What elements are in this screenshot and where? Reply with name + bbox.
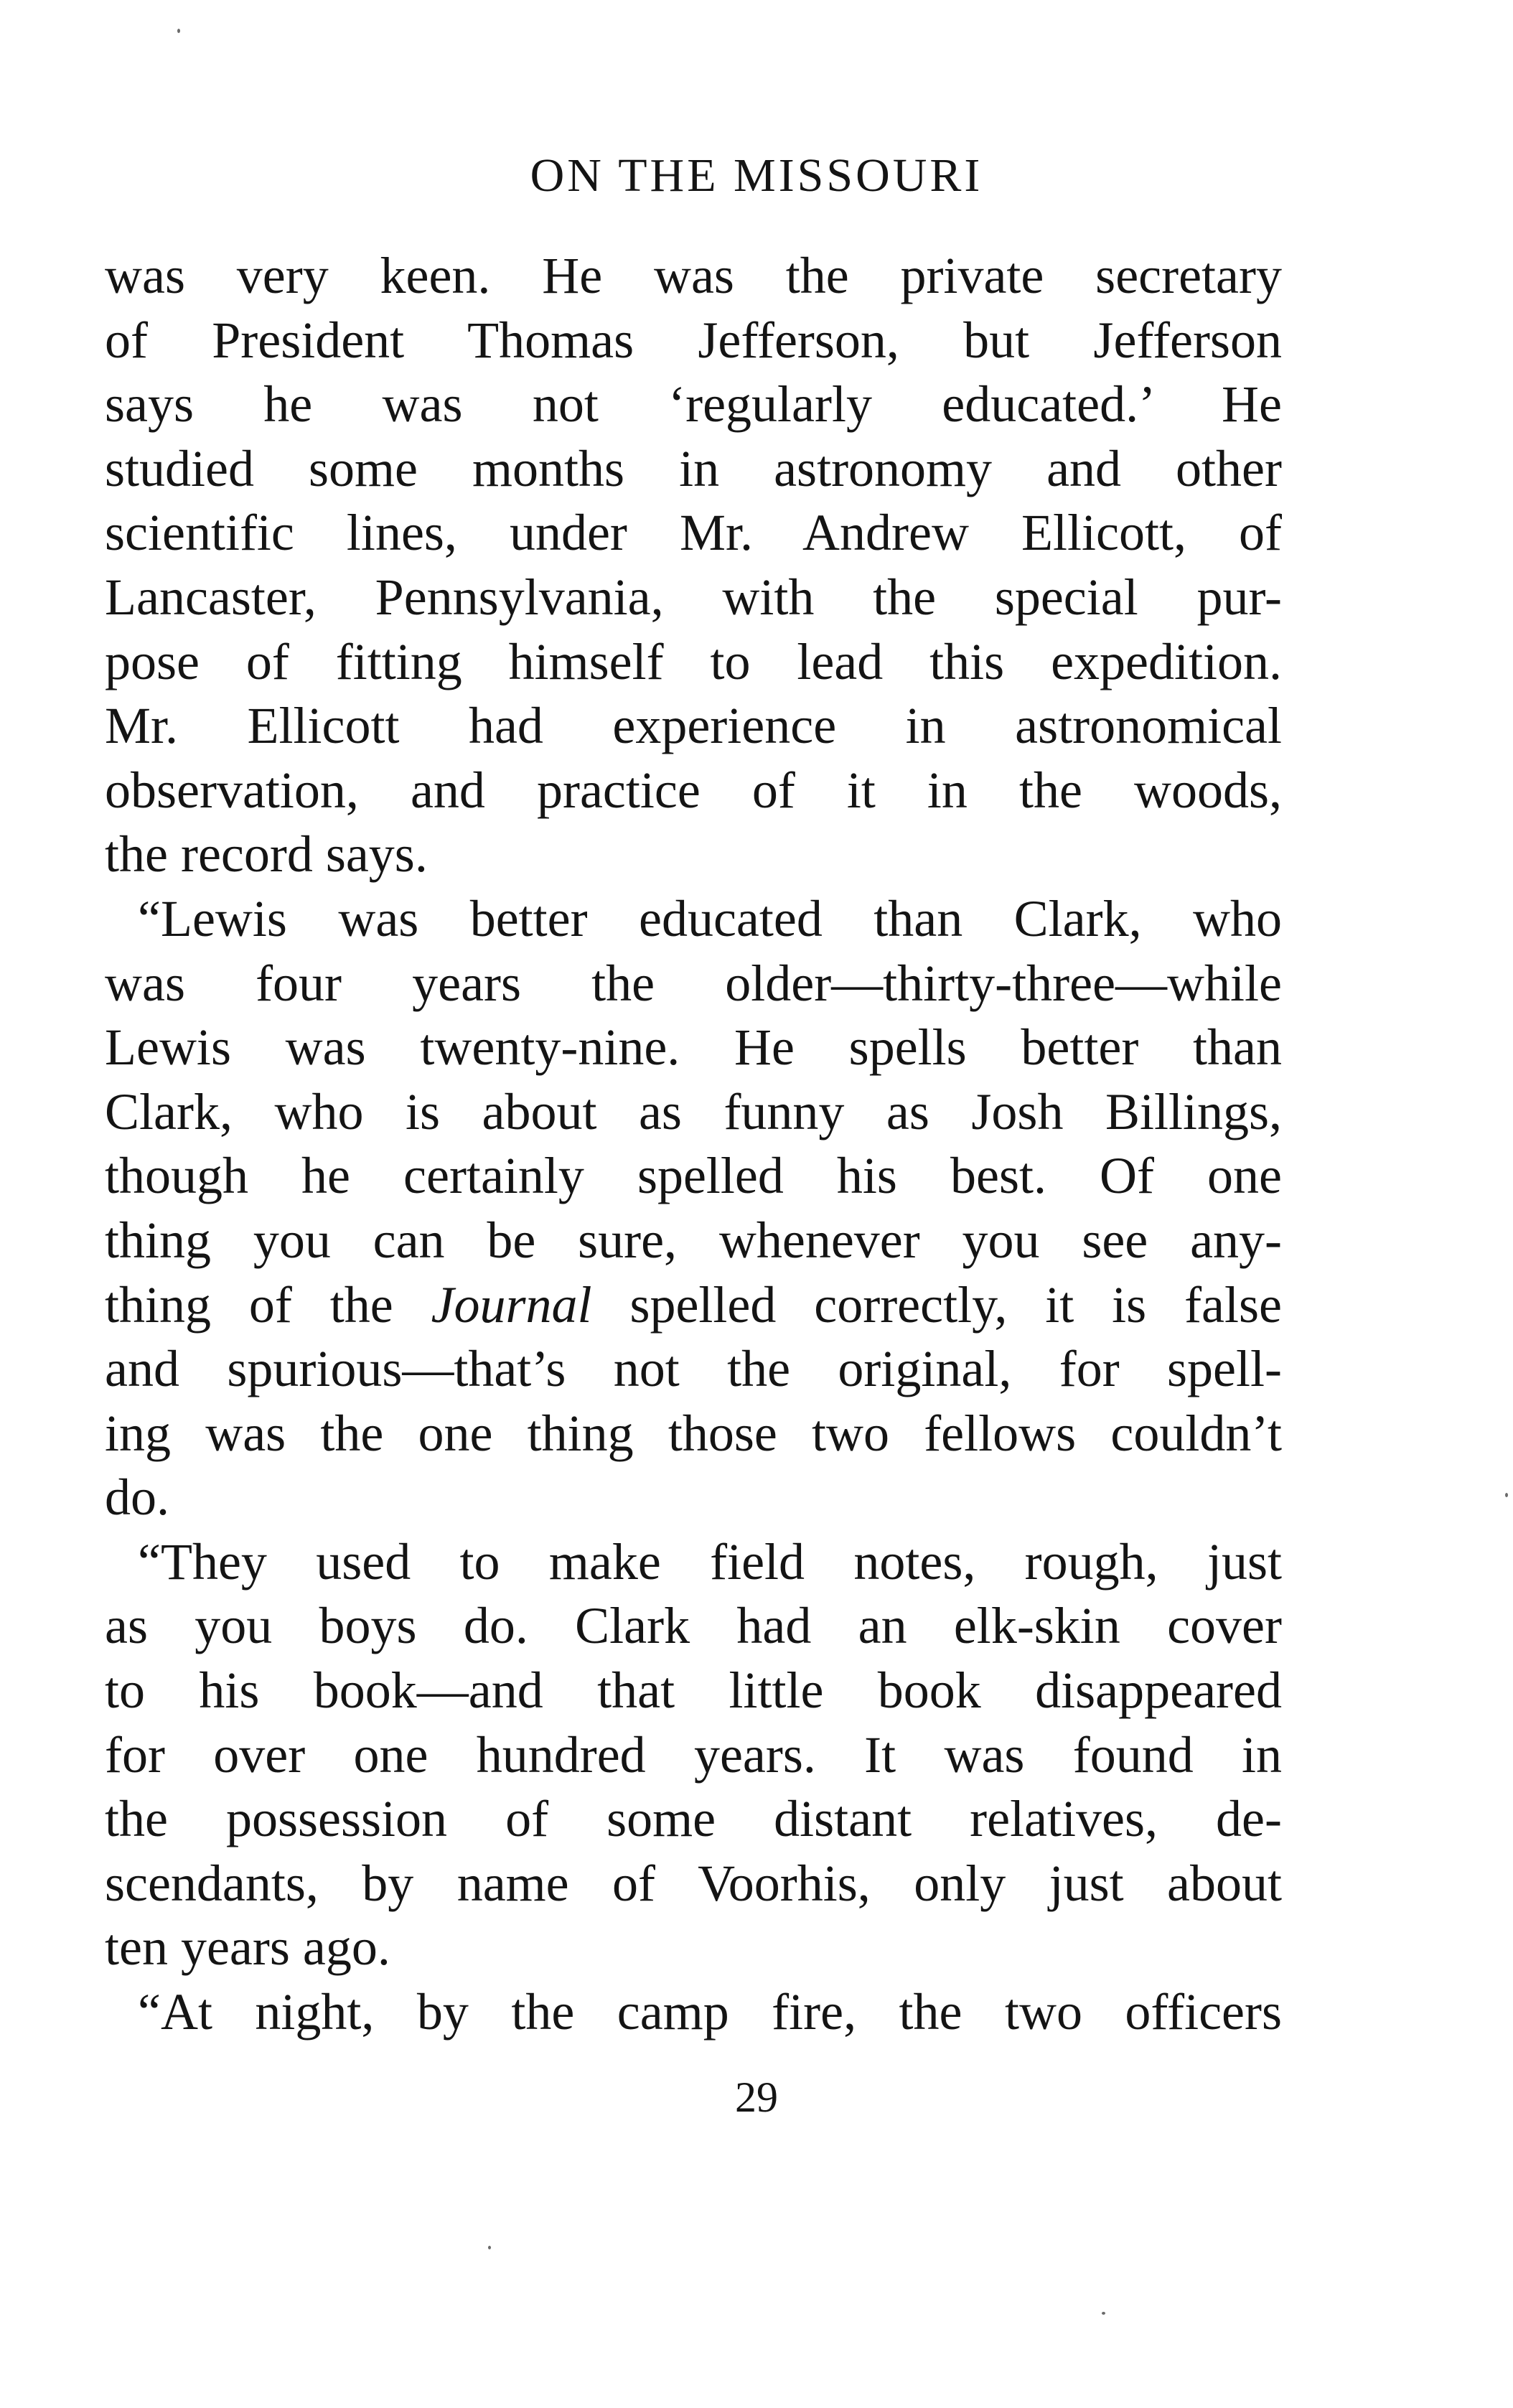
line-text: thing you can be sure, whenever you see any- — [105, 1211, 1282, 1269]
text-line — [105, 1337, 1282, 1402]
text-line — [105, 1144, 1282, 1209]
line-text: to his book—and that little book disappeared — [105, 1662, 1282, 1720]
text-line — [105, 694, 1282, 759]
body-text — [105, 244, 1282, 2045]
line-text: of President Thomas Jefferson, but Jefferson — [105, 311, 1282, 369]
print-speck — [488, 2246, 491, 2249]
text-line — [105, 501, 1282, 566]
line-text: was very keen. He was the private secretary — [105, 247, 1282, 304]
line-text: “Lewis was better educated than Clark, who — [138, 889, 1282, 947]
text-line — [105, 437, 1282, 502]
line-text: ing was the one thing those two fellows couldn’t — [105, 1404, 1282, 1462]
text-line — [105, 1723, 1282, 1788]
text-line — [105, 1209, 1282, 1273]
line-text: and spurious—that’s not the original, for spell- — [105, 1340, 1282, 1398]
line-text: Lancaster, Pennsylvania, with the special pur- — [105, 568, 1282, 626]
line-text: though he certainly spelled his best. Of one — [105, 1147, 1282, 1205]
line-text: observation, and practice of it in the woods, — [105, 761, 1282, 819]
line-text: pose of fitting himself to lead this expedition. — [105, 632, 1282, 690]
text-line — [105, 759, 1282, 823]
line-text: “At night, by the camp fire, the two officers — [138, 1983, 1282, 2041]
text-line — [105, 309, 1282, 373]
text-line — [105, 1980, 1282, 2045]
print-speck — [177, 29, 180, 33]
line-text: says he was not ‘regularly educated.’ He — [105, 375, 1282, 434]
line-text: for over one hundred years. It was found in — [105, 1725, 1282, 1784]
line-text: scendants, by name of Voorhis, only just about — [105, 1854, 1282, 1912]
line-text: studied some months in astronomy and other — [105, 439, 1282, 497]
text-line — [105, 1594, 1282, 1659]
text-line — [105, 1080, 1282, 1145]
line-text: spelled correctly, it is false — [591, 1275, 1282, 1334]
text-line — [105, 244, 1282, 309]
text-line — [105, 566, 1282, 630]
text-line — [105, 1402, 1282, 1466]
line-text: ten years ago. — [105, 1919, 390, 1977]
line-text: Clark, who is about as funny as Josh Billings, — [105, 1082, 1282, 1140]
text-line — [105, 1530, 1282, 1595]
page-number: 29 — [735, 2074, 778, 2121]
line-text: scientific lines, under Mr. Andrew Ellicott, of — [105, 504, 1282, 562]
text-line — [105, 1659, 1282, 1723]
line-text: Lewis was twenty-nine. He spells better than — [105, 1018, 1282, 1077]
text-line — [105, 1273, 1282, 1338]
print-speck — [1505, 1493, 1508, 1497]
line-text: the record says. — [105, 825, 428, 884]
line-text: do. — [105, 1468, 169, 1527]
line-text: “They used to make field notes, rough, just — [138, 1532, 1282, 1591]
text-line — [105, 373, 1282, 437]
text-line — [105, 1016, 1282, 1080]
text-line — [105, 630, 1282, 695]
text-line — [105, 1852, 1282, 1916]
running-head: ON THE MISSOURI — [530, 149, 983, 202]
text-line — [105, 1916, 1282, 1980]
text-line — [105, 1787, 1282, 1852]
line-text: as you boys do. Clark had an elk-skin cover — [105, 1597, 1282, 1655]
print-speck — [1102, 2312, 1105, 2315]
text-line — [105, 1466, 1282, 1530]
line-text: the possession of some distant relatives, de- — [105, 1790, 1282, 1848]
text-line — [105, 887, 1282, 952]
line-text: was four years the older—thirty-three—while — [105, 954, 1282, 1012]
line-text: Mr. Ellicott had experience in astronomical — [105, 697, 1282, 755]
text-line — [105, 952, 1282, 1016]
italic-title-text: Journal — [431, 1275, 592, 1334]
line-text: thing of the — [105, 1275, 431, 1334]
text-line — [105, 823, 1282, 887]
